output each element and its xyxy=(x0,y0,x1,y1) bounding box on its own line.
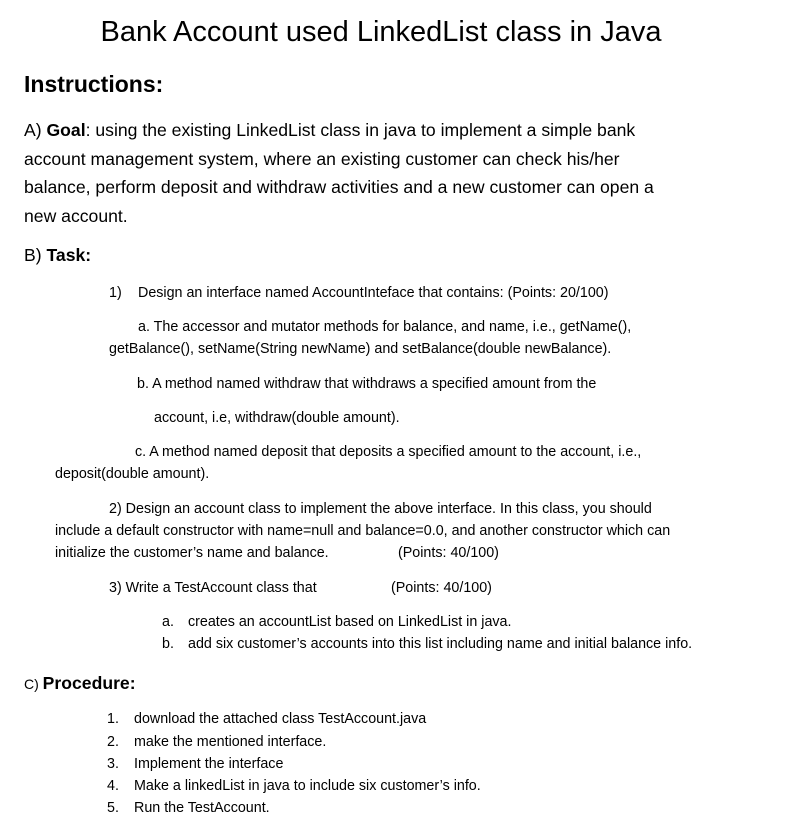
goal-line-3: balance, perform deposit and withdraw activities and a new customer can open a xyxy=(24,177,654,197)
procedure-heading xyxy=(24,670,136,697)
task-item-1a-line-1: a. The accessor and mutator methods for balance, and name, i.e., getName(), xyxy=(138,319,632,335)
procedure-step-1-text: download the attached class TestAccount.java xyxy=(134,711,427,727)
goal-text-1: : using the existing LinkedList class in java to implement a simple bank xyxy=(85,120,636,140)
task-item-1-number: 1) xyxy=(109,285,122,301)
goal-label: Goal xyxy=(46,120,86,140)
task-prefix: B) xyxy=(24,245,47,265)
goal-prefix: A) xyxy=(24,120,47,140)
task-item-1c-line-1: c. A method named deposit that deposits a specified amount to the account, i.e., xyxy=(135,444,642,460)
goal-paragraph xyxy=(24,116,764,230)
procedure-step-2-text: make the mentioned interface. xyxy=(134,734,327,750)
task-item-2-line-3: initialize the customer’s name and balance. xyxy=(55,545,329,561)
task-heading xyxy=(24,242,91,268)
goal-line-1 xyxy=(24,116,764,145)
instructions-heading: Instructions: xyxy=(24,71,164,97)
task-item-1c-line-2: deposit(double amount). xyxy=(55,466,210,482)
task-item-3-text: 3) Write a TestAccount class that xyxy=(109,580,317,596)
procedure-step-4-text: Make a linkedList in java to include six customer’s info. xyxy=(134,778,481,794)
task-item-1-text: Design an interface named AccountInteface that contains: (Points: 20/100) xyxy=(138,285,609,301)
task-item-2-points: (Points: 40/100) xyxy=(398,545,499,561)
procedure-step-3-text: Implement the interface xyxy=(134,756,284,772)
task-item-1b-line-2: account, i.e, withdraw(double amount). xyxy=(154,410,400,426)
procedure-step-5-text: Run the TestAccount. xyxy=(134,800,270,816)
procedure-step-2-number: 2. xyxy=(107,734,119,750)
procedure-step-1-number: 1. xyxy=(107,711,119,727)
task-item-2-line-1: 2) Design an account class to implement the above interface. In this class, you should xyxy=(109,501,652,517)
goal-line-2: account management system, where an existing customer can check his/her xyxy=(24,148,620,169)
goal-line-4: new account. xyxy=(24,205,128,226)
task-item-3b-marker: b. xyxy=(162,636,174,652)
task-item-3-points: (Points: 40/100) xyxy=(391,580,492,596)
task-item-2-line-2: include a default constructor with name=null and balance=0.0, and another constructor which can xyxy=(55,523,671,539)
procedure-prefix: C) xyxy=(24,676,43,692)
task-item-3a-text: creates an accountList based on LinkedList in java. xyxy=(188,614,512,630)
task-label: Task: xyxy=(46,245,92,265)
procedure-step-4-number: 4. xyxy=(107,778,119,794)
page-title: Bank Account used LinkedList class in Java xyxy=(100,16,662,48)
task-item-3a-marker: a. xyxy=(162,614,174,630)
task-item-1b-line-1: b. A method named withdraw that withdraws a specified amount from the xyxy=(137,376,597,392)
procedure-label: Procedure: xyxy=(42,673,136,693)
task-item-1a-line-2: getBalance(), setName(String newName) and setBalance(double newBalance). xyxy=(109,341,612,357)
procedure-step-5-number: 5. xyxy=(107,800,119,816)
task-item-3b-text: add six customer’s accounts into this list including name and initial balance info. xyxy=(188,636,693,652)
procedure-step-3-number: 3. xyxy=(107,756,119,772)
